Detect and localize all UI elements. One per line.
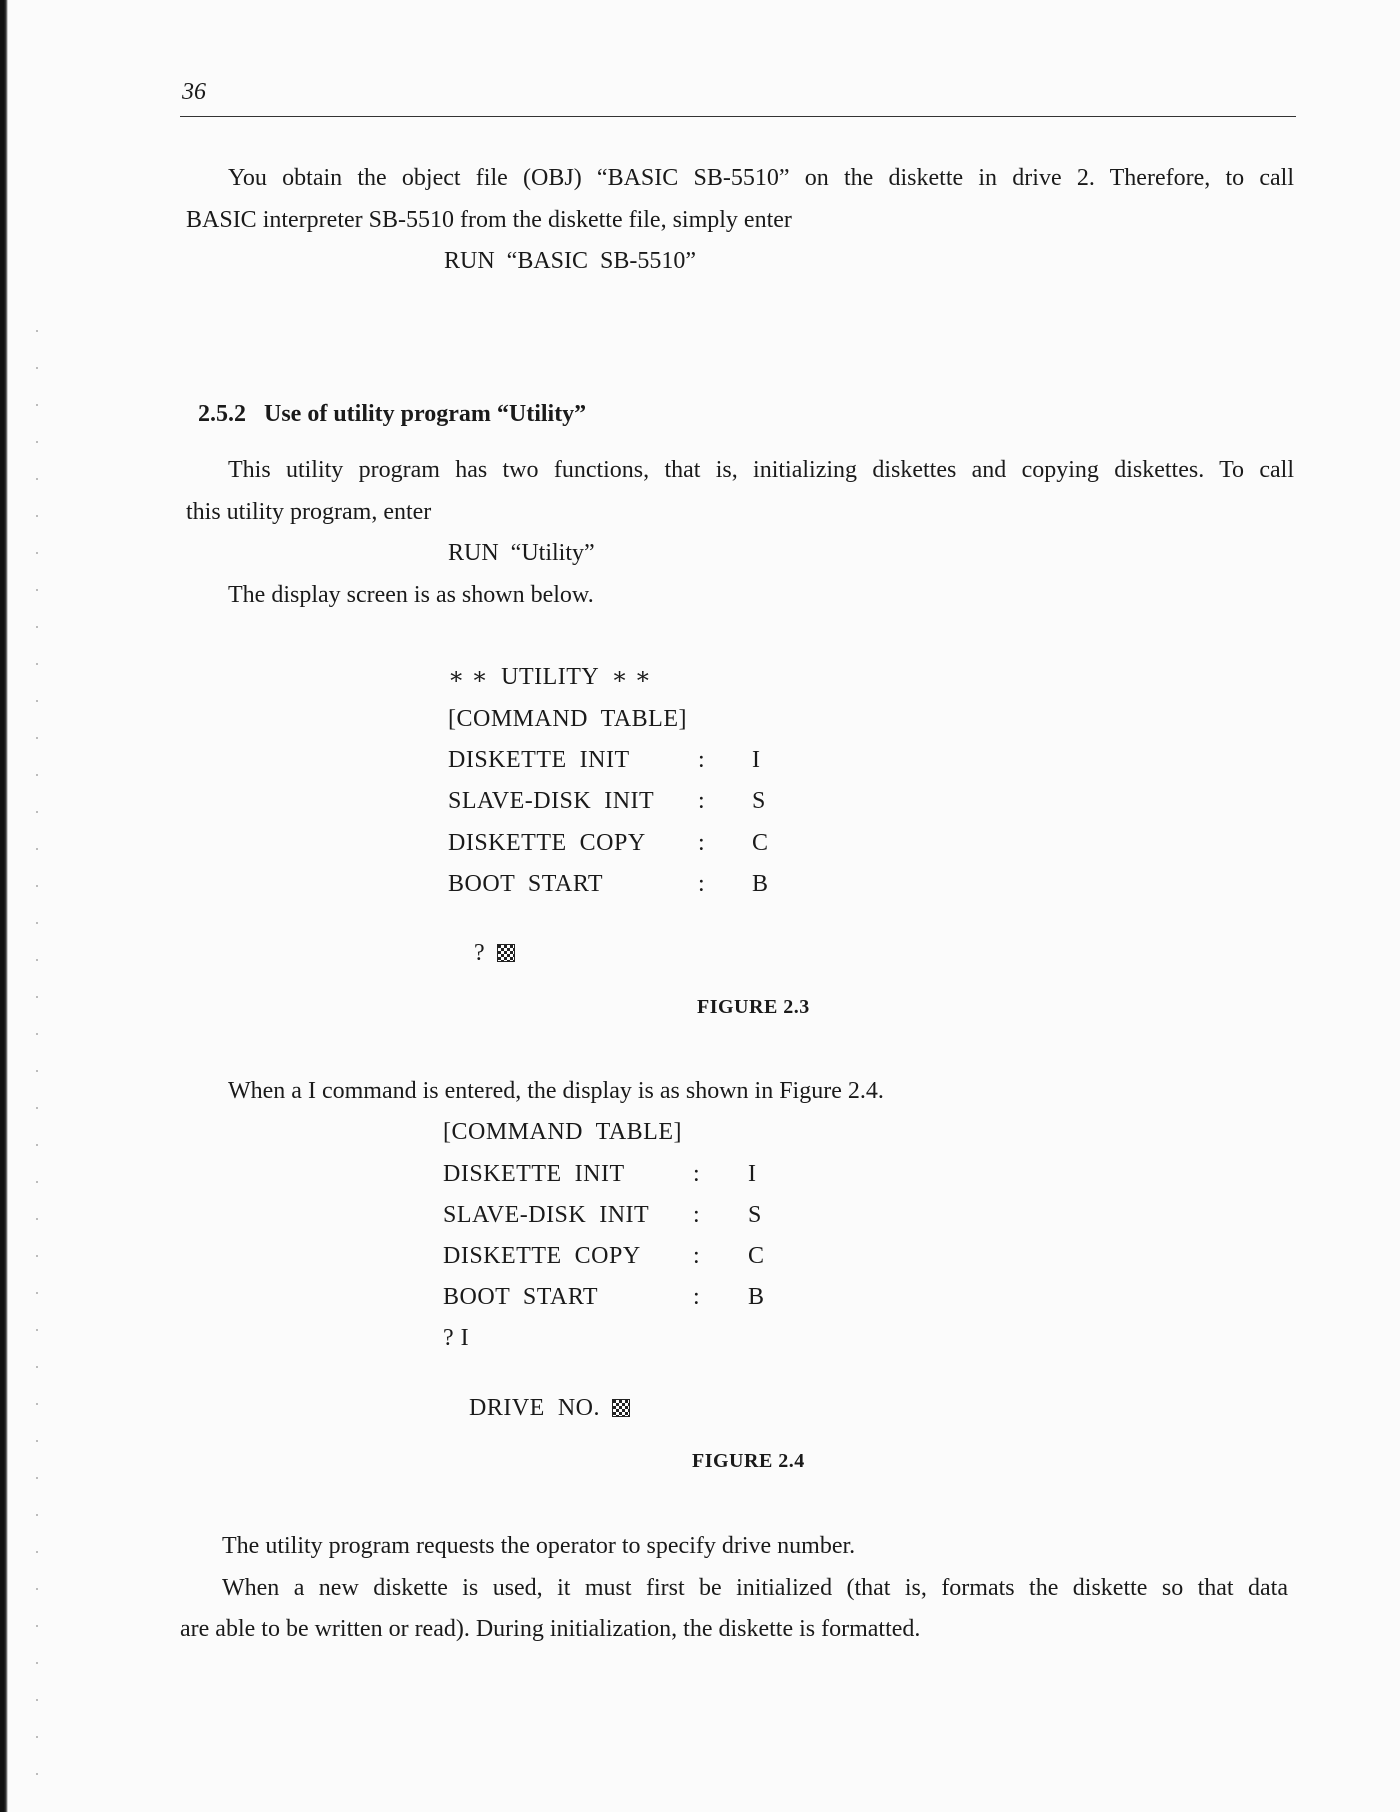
command-label: BOOT START xyxy=(443,1284,599,1310)
command-key: B xyxy=(748,1284,765,1310)
intro-command: RUN “BASIC SB-5510” xyxy=(444,248,697,274)
command-colon: : xyxy=(693,1284,701,1310)
command-row-diskette-copy xyxy=(448,829,788,857)
command-key: C xyxy=(752,830,769,856)
scan-edge-marks xyxy=(36,330,38,1790)
command-key: B xyxy=(752,871,769,897)
command-row-boot-start xyxy=(443,1283,783,1311)
figure-2-4-caption: FIGURE 2.4 xyxy=(692,1450,805,1472)
command-row-diskette-copy xyxy=(443,1242,783,1270)
command-label: BOOT START xyxy=(448,871,604,897)
command-key: I xyxy=(748,1161,757,1187)
command-row-diskette-init xyxy=(443,1160,783,1188)
command-colon: : xyxy=(698,830,706,856)
utility-banner: ∗ ∗ UTILITY ∗ ∗ xyxy=(448,664,652,690)
command-colon: : xyxy=(698,747,706,773)
utility-command: RUN “Utility” xyxy=(448,540,595,566)
command-key: S xyxy=(752,788,766,814)
command-key: S xyxy=(748,1202,762,1228)
figure-2-4-intro: When a I command is entered, the display is as shown in Figure 2.4. xyxy=(228,1078,884,1104)
intro-line-2: BASIC interpreter SB-5510 from the diskette file, simply enter xyxy=(186,207,792,233)
command-label: SLAVE-DISK INIT xyxy=(443,1202,650,1228)
command-table-title: [COMMAND TABLE] xyxy=(443,1119,682,1145)
utility-line-2: this utility program, enter xyxy=(186,499,432,525)
section-title: Use of utility program “Utility” xyxy=(264,401,587,427)
command-prompt xyxy=(448,911,515,995)
command-key: I xyxy=(752,747,761,773)
utility-line-1: This utility program has two functions, that is, initializing diskettes and copying diskettes. To call xyxy=(228,457,1294,483)
command-prompt-entered: ? I xyxy=(443,1325,470,1351)
page-number: 36 xyxy=(182,79,206,105)
command-table-title: [COMMAND TABLE] xyxy=(448,706,687,732)
command-row-boot-start xyxy=(448,870,788,898)
command-row-diskette-init xyxy=(448,746,788,774)
command-colon: : xyxy=(698,788,706,814)
intro-line-1: You obtain the object file (OBJ) “BASIC SB-5510” on the diskette in drive 2. Therefore, to call xyxy=(228,165,1294,191)
command-row-slave-disk-init xyxy=(443,1201,783,1229)
closing-line-2: When a new diskette is used, it must first be initialized (that is, formats the diskette so that data xyxy=(222,1575,1288,1601)
command-label: DISKETTE INIT xyxy=(448,747,630,773)
block-cursor-icon xyxy=(497,944,515,962)
utility-line-3: The display screen is as shown below. xyxy=(228,582,594,608)
command-colon: : xyxy=(698,871,706,897)
page-binding-edge xyxy=(0,0,8,1812)
drive-number-label: DRIVE NO. xyxy=(469,1395,600,1421)
command-row-slave-disk-init xyxy=(448,787,788,815)
prompt-mark: ? xyxy=(474,940,486,966)
header-rule xyxy=(180,116,1296,117)
command-label: DISKETTE COPY xyxy=(443,1243,641,1269)
section-number: 2.5.2 xyxy=(198,401,246,427)
command-label: DISKETTE COPY xyxy=(448,830,646,856)
command-label: DISKETTE INIT xyxy=(443,1161,625,1187)
drive-number-prompt xyxy=(443,1366,630,1450)
command-colon: : xyxy=(693,1243,701,1269)
command-label: SLAVE-DISK INIT xyxy=(448,788,655,814)
closing-line-1: The utility program requests the operator to specify drive number. xyxy=(222,1533,856,1559)
command-key: C xyxy=(748,1243,765,1269)
section-heading xyxy=(186,372,586,428)
closing-line-3: are able to be written or read). During initialization, the diskette is formatted. xyxy=(180,1616,921,1642)
figure-2-3-caption: FIGURE 2.3 xyxy=(697,996,810,1018)
command-colon: : xyxy=(693,1202,701,1228)
command-colon: : xyxy=(693,1161,701,1187)
block-cursor-icon xyxy=(612,1399,630,1417)
